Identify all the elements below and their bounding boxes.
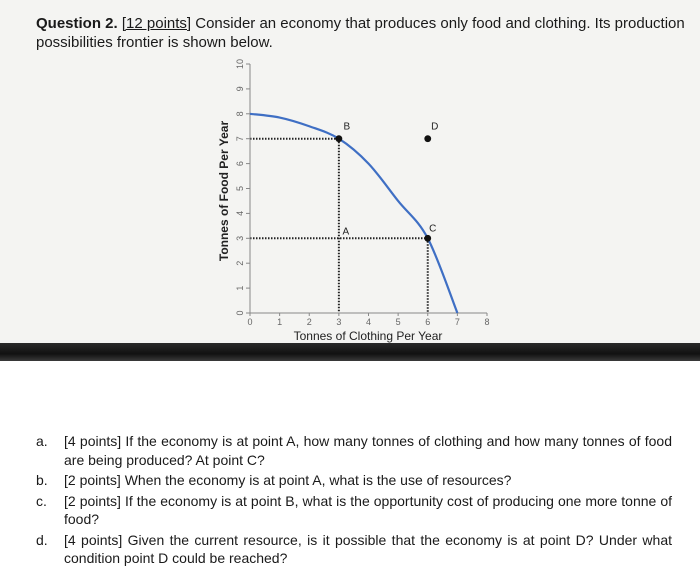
y-tick-label: 5 (235, 185, 245, 192)
x-tick-label: 8 (484, 317, 490, 327)
point-d-marker (424, 135, 431, 142)
y-tick-label: 8 (235, 111, 245, 117)
part-d (36, 531, 672, 568)
y-tick-label: 1 (235, 285, 245, 291)
part-b-letter: b. (36, 472, 48, 488)
x-tick-label: 2 (306, 317, 312, 327)
x-tick-label: 4 (365, 317, 372, 327)
chart-curve (250, 114, 457, 313)
part-a-text: [4 points] If the economy is at point A, how many tonnes of clothing and how many tonnes of food are being produced? At point C? (64, 433, 672, 468)
photo-divider (0, 343, 700, 361)
part-a (36, 432, 672, 469)
question-points: [12 points] (121, 15, 192, 32)
y-tick-label: 7 (235, 136, 245, 142)
x-tick-label: 7 (454, 317, 460, 327)
point-c-label: C (429, 223, 437, 235)
part-c-letter: c. (36, 492, 47, 509)
chart-axes (235, 59, 490, 327)
y-tick-label: 10 (235, 58, 245, 70)
y-tick-label: 4 (235, 210, 245, 216)
y-tick-label: 9 (235, 86, 245, 92)
part-a-letter: a. (36, 433, 48, 449)
x-tick-label: 5 (395, 317, 401, 327)
question-number: Question 2. (36, 15, 118, 32)
point-c-marker (424, 235, 431, 242)
question-parts (36, 432, 672, 570)
question-text: Consider an economy that produces only food and clothing. Its production possibilities frontier is shown below. (36, 15, 685, 51)
x-tick-label: 3 (336, 317, 342, 327)
part-d-text: [4 points] Given the current resource, is it possible that the economy is at point D? Under what condition point D could be reached? (64, 531, 672, 566)
ppf-curve (250, 114, 457, 313)
x-axis-label: Tonnes of Clothing Per Year (293, 329, 443, 343)
point-d-label: D (431, 121, 439, 133)
part-b (36, 471, 672, 490)
part-b-text: [2 points] When the economy is at point A, what is the use of resources? (64, 472, 512, 488)
part-d-letter: d. (36, 531, 48, 548)
y-axis-label: Tonnes of Food Per Year (217, 120, 231, 262)
x-tick-label: 1 (277, 317, 283, 327)
chart-points (335, 122, 438, 242)
point-a-label: A (342, 226, 350, 238)
part-c-text: [2 points] If the economy is at point B, what is the opportunity cost of producing one more tonne of food? (64, 492, 672, 527)
y-tick-label: 3 (235, 235, 245, 241)
part-c (36, 492, 672, 529)
y-tick-label: 0 (235, 310, 245, 316)
chart-guides (250, 139, 428, 313)
x-tick-label: 0 (247, 317, 253, 327)
y-tick-label: 6 (235, 161, 245, 167)
point-b-marker (335, 135, 342, 142)
point-b-label: B (343, 121, 351, 133)
y-tick-label: 2 (235, 260, 245, 266)
x-tick-label: 6 (425, 317, 431, 327)
